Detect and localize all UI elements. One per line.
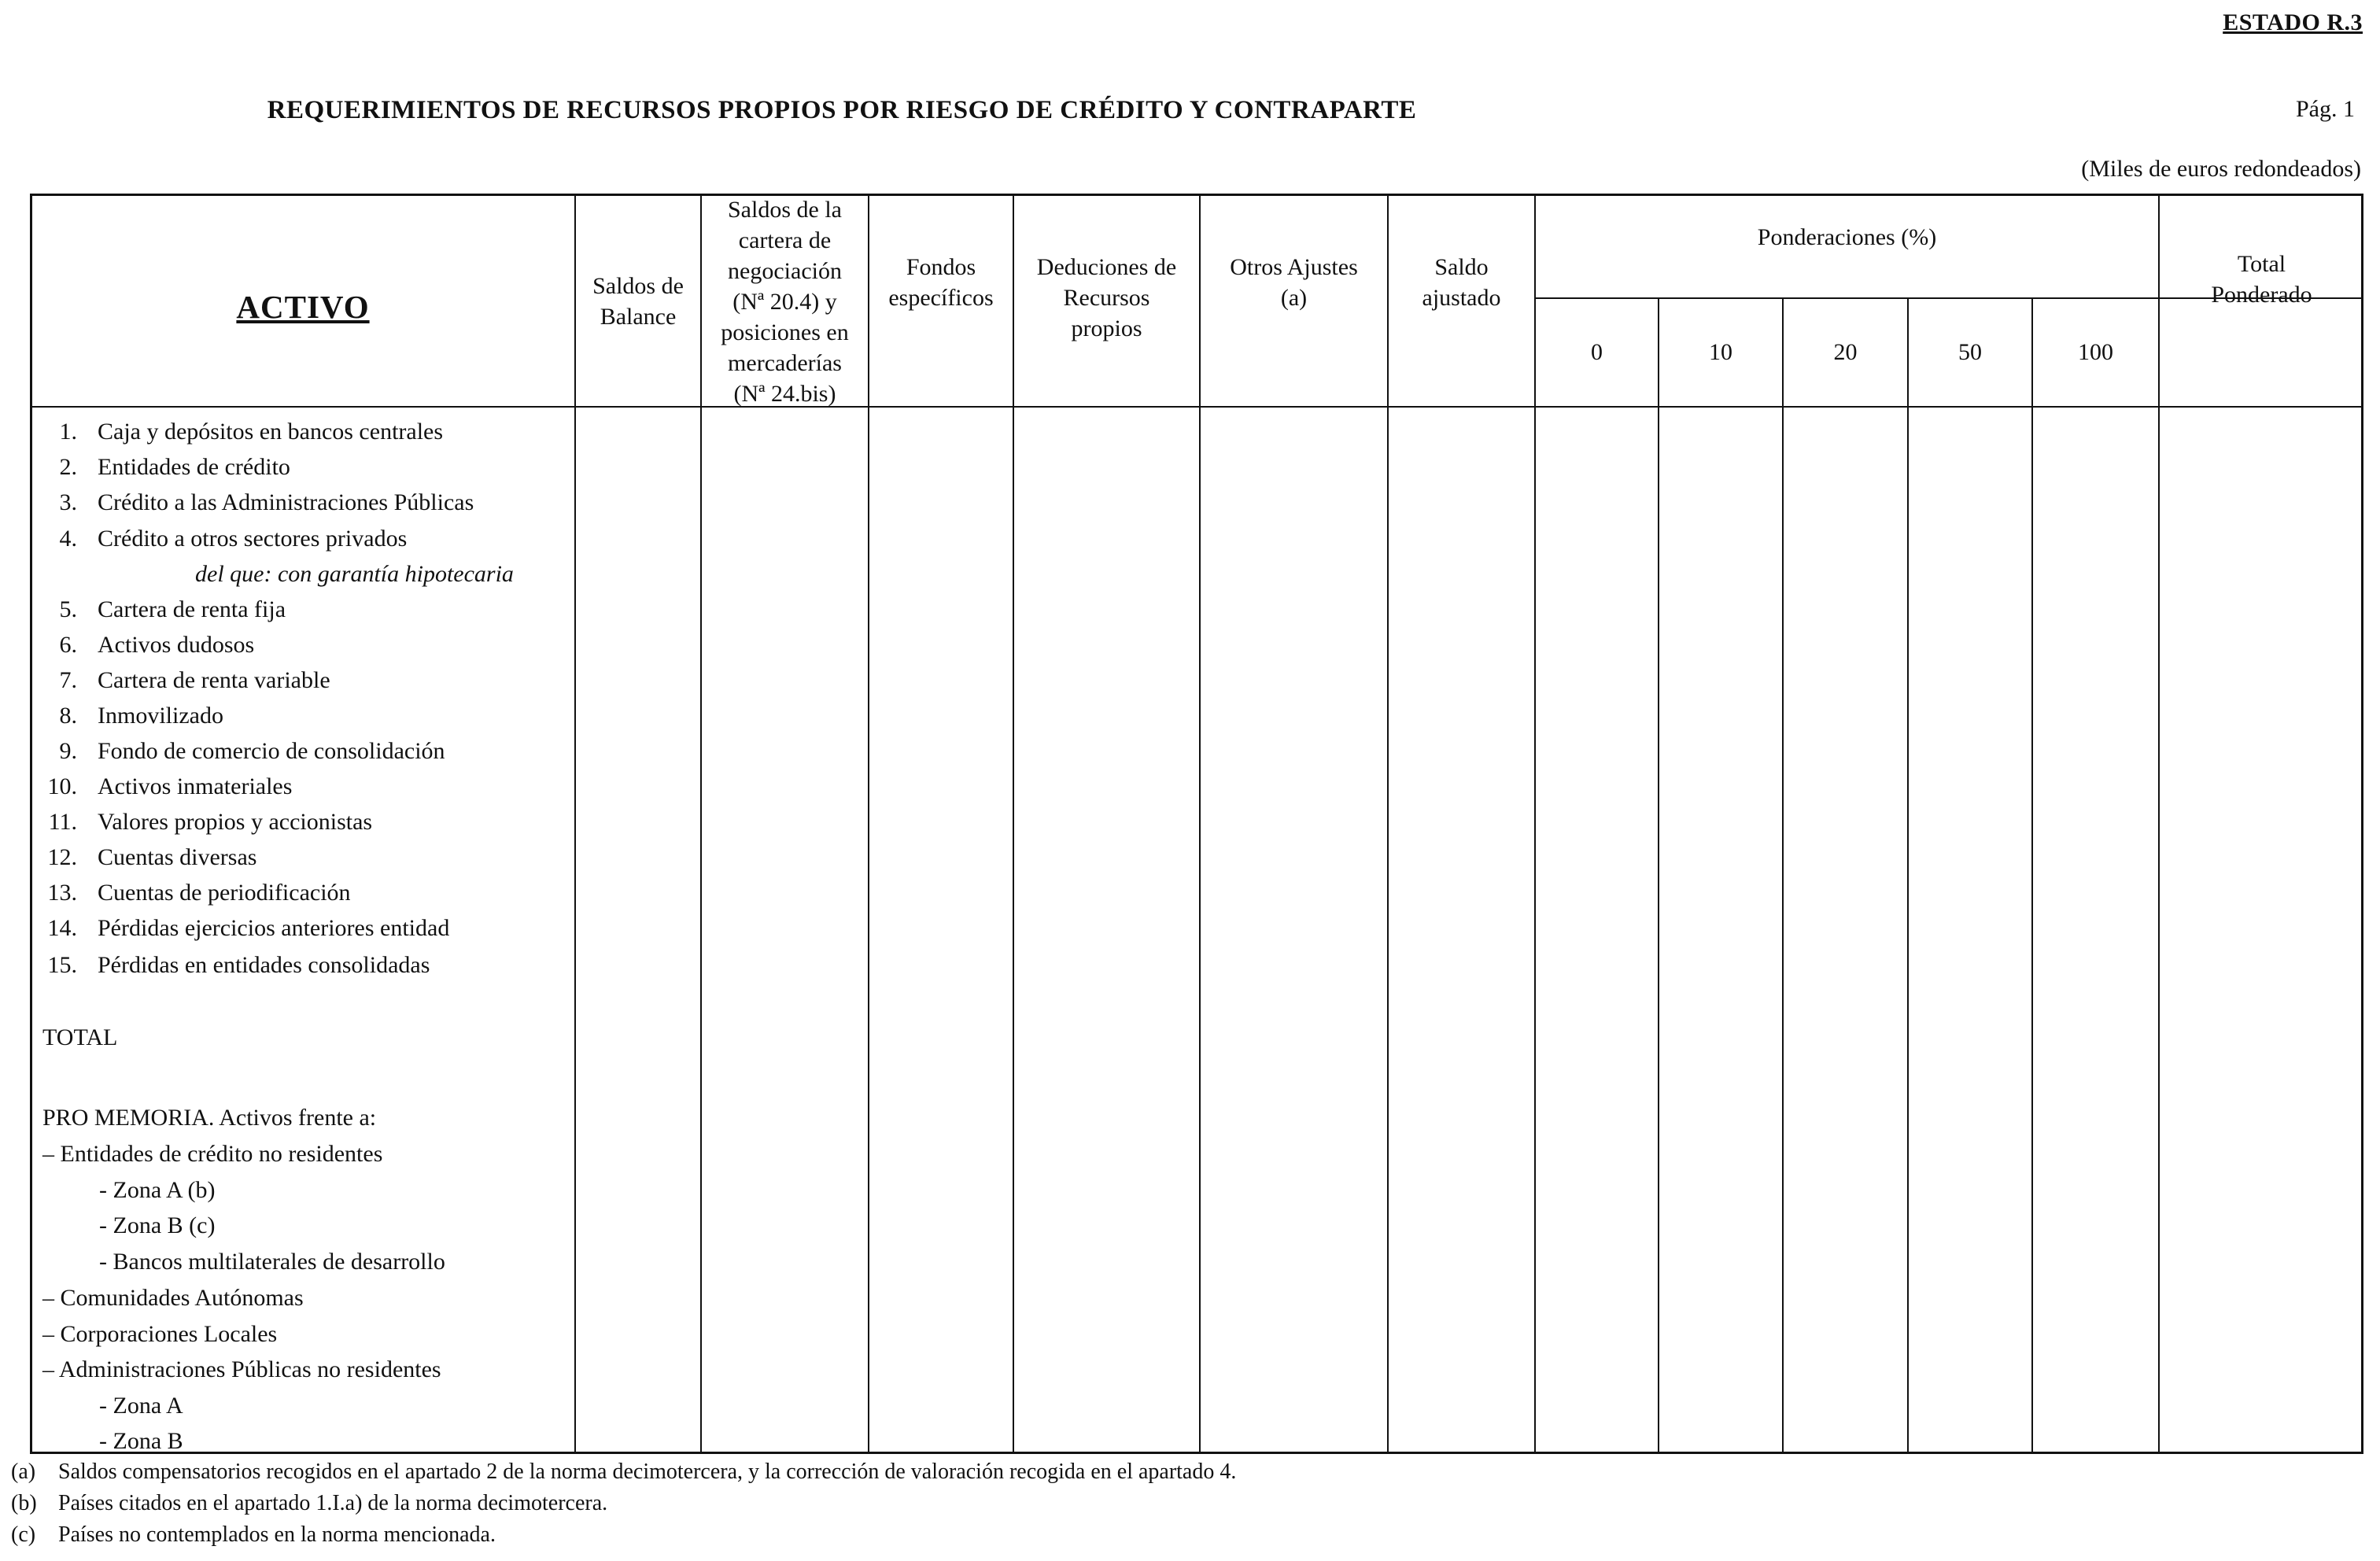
row-number: 7. [59,667,77,693]
row-label: Fondo de comercio de consolidación [98,738,445,764]
row-number: 14. [47,915,77,941]
weight-divider [2031,299,2033,1454]
column-divider [2158,194,2160,1454]
header-line: mercaderías [728,349,842,376]
row-label: Inmovilizado [98,703,223,729]
table-row [31,667,330,694]
weight-header-0: 0 [1591,339,1603,365]
header-line: específicos [888,285,994,311]
row-number: 11. [48,809,77,835]
footnote-key: (c) [11,1522,36,1547]
header-line: posiciones en [721,319,849,345]
weight-divider [1907,299,1909,1454]
row-label: Cuentas de periodificación [98,880,351,906]
table-row [31,454,290,481]
memoria-item: – Entidades de crédito no residentes [42,1141,383,1167]
row-label: Cartera de renta variable [98,667,330,693]
footnote-text: Saldos compensatorios recogidos en el apartado 2 de la norma decimotercera, y la corrección de valoración recogida en el apartado 4. [58,1460,1237,1484]
weight-divider [1658,299,1659,1454]
page-number: Pág. 1 [2296,96,2355,122]
header-line: Ponderado [2211,282,2312,308]
header-line: Recursos [1063,285,1150,311]
table-row [31,738,445,765]
column-header-activo: ACTIVO [236,288,370,325]
memoria-item: – Comunidades Autónomas [42,1285,304,1311]
memoria-item: – Administraciones Públicas no residentes [42,1356,441,1382]
row-number: 9. [59,738,77,764]
memoria-subitem: - Zona A [99,1393,183,1419]
table-row [31,703,223,729]
table-row [31,952,430,979]
form-id: ESTADO R.3 [2223,9,2363,35]
memoria-subitem: - Zona B (c) [99,1212,216,1238]
column-header-total-ponderado [2160,249,2363,319]
column-header-otros-ajustes [1201,252,1387,323]
column-divider [1013,194,1014,1454]
table-row [31,773,292,800]
row-number: 3. [59,489,77,515]
row-number: 12. [47,844,77,870]
table-row [31,419,443,445]
row-number: 1. [59,419,77,445]
row-number: 6. [59,632,77,658]
table-row [31,809,372,836]
row-label: Cartera de renta fija [98,596,286,622]
row-label: Crédito a otros sectores privados [98,526,408,552]
table-row [31,596,286,623]
header-line: Saldos de la [728,196,842,223]
units-note: (Miles de euros redondeados) [2081,156,2361,182]
header-line: Saldo [1434,254,1489,280]
row-label: Activos inmateriales [98,773,293,799]
header-line: Saldos de [592,273,684,299]
row-label: Cuentas diversas [98,844,257,870]
table-row [31,915,449,942]
weight-header-20: 20 [1833,339,1858,365]
footnote-text: Países citados en el apartado 1.I.a) de la norma decimotercera. [58,1491,608,1515]
footnote-key: (a) [11,1460,36,1484]
table-row [31,880,351,906]
column-divider [1199,194,1201,1454]
column-header-deducciones [1014,252,1199,354]
row-number: 5. [59,596,77,622]
memoria-subitem: - Zona A (b) [99,1177,216,1203]
table-row [31,489,474,516]
weight-header-10: 10 [1709,339,1732,365]
column-header-fondos [869,252,1013,323]
header-line: Balance [600,304,677,330]
row-label: Pérdidas en entidades consolidadas [98,952,430,978]
row-number: 8. [59,703,77,729]
header-line: Total [2237,251,2286,277]
column-divider [1387,194,1389,1454]
table-row [31,526,407,552]
row-number: 10. [47,773,77,799]
table-row [31,844,256,871]
memoria-subitem: - Zona B [99,1428,183,1454]
memoria-title: PRO MEMORIA. Activos frente a: [42,1105,377,1131]
memoria-subitem: - Bancos multilaterales de desarrollo [99,1249,445,1275]
row-label: Valores propios y accionistas [98,809,373,835]
weight-header-50: 50 [1958,339,1982,365]
row-number: 15. [47,952,77,978]
header-line: (Nª 24.bis) [733,380,836,407]
row-label: Activos dudosos [98,632,255,658]
footnote [11,1522,496,1548]
header-line: negociación [728,257,842,284]
document-title: REQUERIMIENTOS DE RECURSOS PROPIOS POR RIESGO DE CRÉDITO Y CONTRAPARTE [267,96,1417,124]
header-line: propios [1071,316,1142,341]
row-label: Entidades de crédito [98,454,290,480]
footnote [11,1460,1236,1485]
column-divider [868,194,869,1454]
footnote-text: Países no contemplados en la norma mencionada. [58,1522,496,1547]
header-line: ajustado [1422,285,1501,311]
header-line: (a) [1280,285,1308,311]
header-line: Otros Ajustes [1230,254,1358,280]
column-header-saldo-ajustado [1389,252,1534,323]
weight-header-100: 100 [2078,339,2113,365]
header-line: Fondos [906,254,976,280]
total-row-label: TOTAL [42,1024,118,1050]
column-header-saldos-balance [576,197,700,406]
weight-divider [1782,299,1784,1454]
table-row-sub: del que: con garantía hipotecaria [195,561,514,587]
row-label: Pérdidas ejercicios anteriores entidad [98,915,450,941]
row-label: Crédito a las Administraciones Públicas [98,489,474,515]
footnote-key: (b) [11,1491,37,1515]
footnote [11,1491,607,1516]
memoria-item: – Corporaciones Locales [42,1321,278,1347]
header-line: cartera de [738,227,832,253]
row-number: 2. [59,454,77,480]
row-label: Caja y depósitos en bancos centrales [98,419,444,445]
header-line: Deduciones de [1036,254,1177,280]
header-bottom-rule [30,406,2363,408]
column-header-ponderaciones: Ponderaciones (%) [1757,223,1937,250]
table-row [31,632,254,659]
row-number: 4. [59,526,77,552]
column-header-saldos-cartera [702,197,868,406]
row-number: 13. [47,880,77,906]
header-line: (Nª 20.4) y [732,288,837,315]
